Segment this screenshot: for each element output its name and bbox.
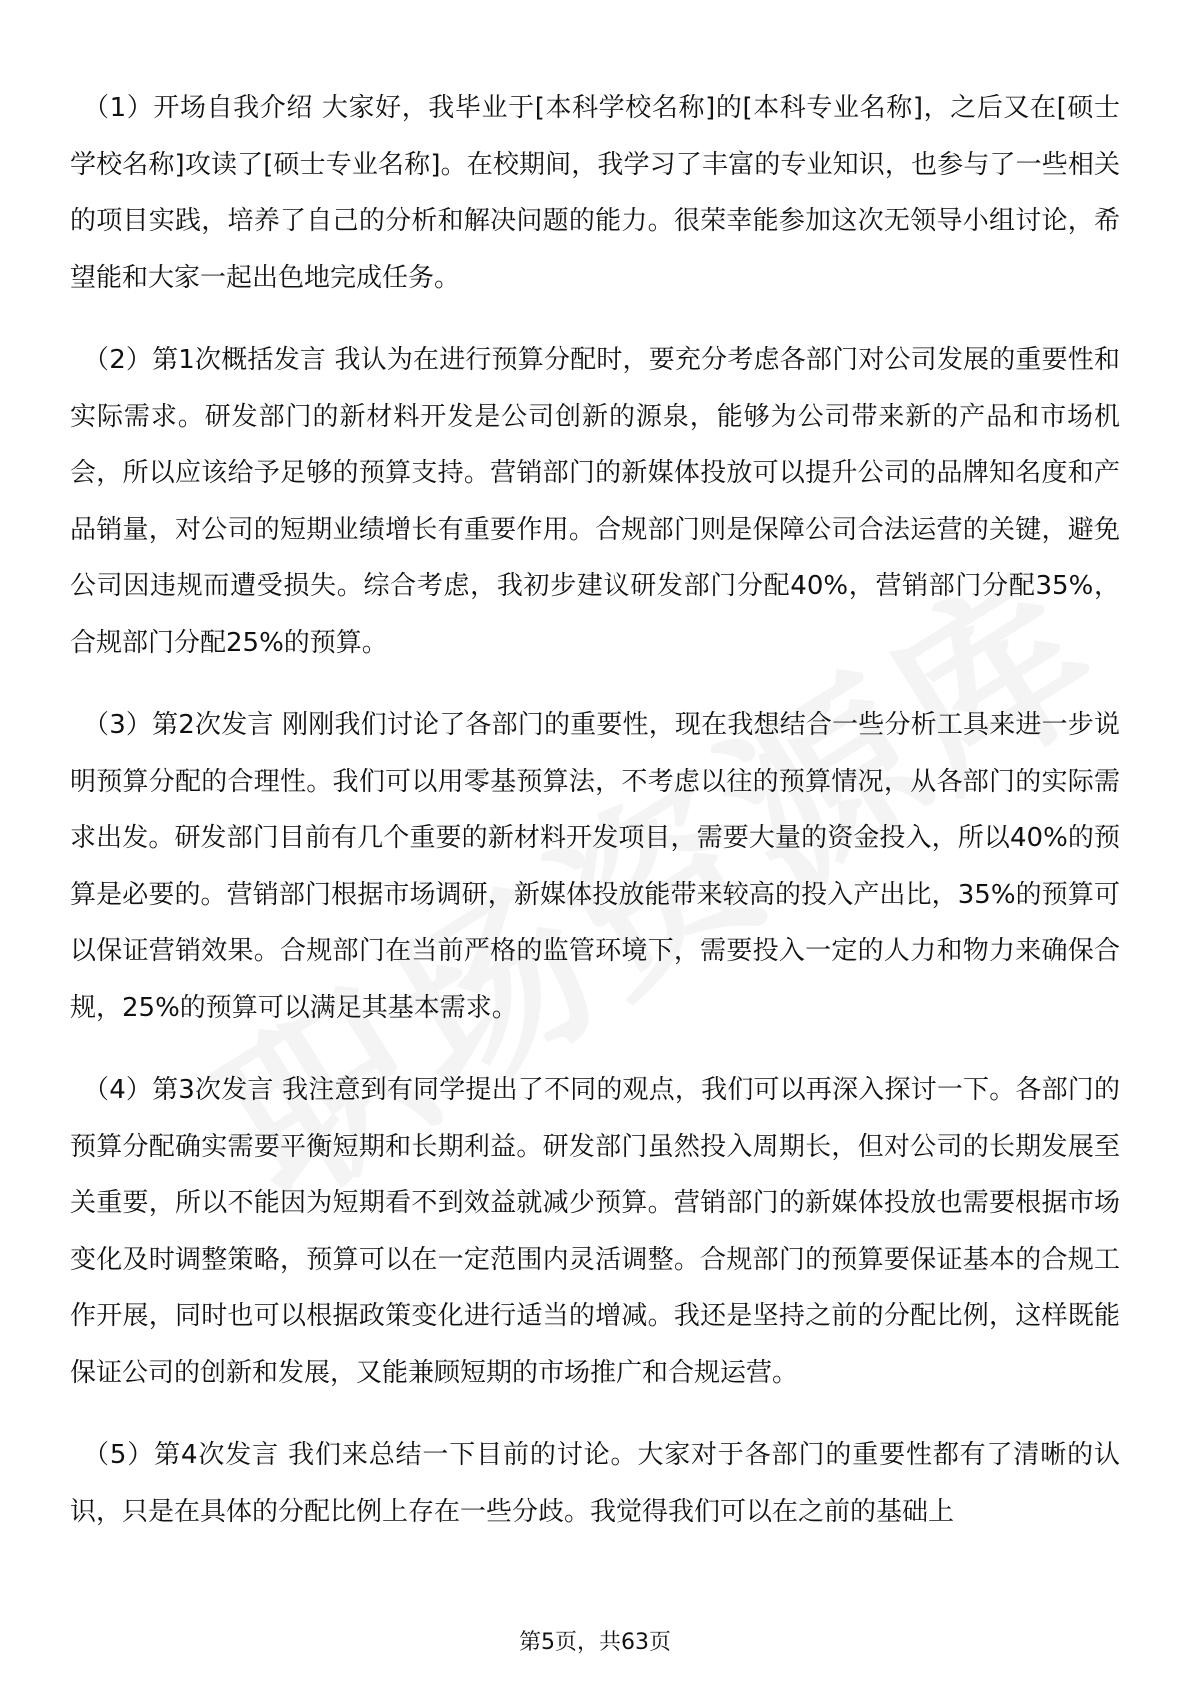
paragraph-third-speech: （4）第3次发言 我注意到有同学提出了不同的观点，我们可以再深入探讨一下。各部门的预算分配确实需要平衡短期和长期利益。研发部门虽然投入周期长，但对公司的长期发展至关重要，所以不能因为短期看不到效益就减少预算。营销部门的新媒体投放也需要根据市场变化及时调整策略，预算可以在一定范围内灵活调整。合规部门的预算要保证基本的合规工作开展，同时也可以根据政策变化进行适当的增减。我还是坚持之前的分配比例，这样既能保证公司的创新和发展，又能兼顾短期的市场推广和合规运营。 <box>70 1075 1120 1388</box>
paragraph-fourth-speech: （5）第4次发言 我们来总结一下目前的讨论。大家对于各部门的重要性都有了清晰的认识，只是在具体的分配比例上存在一些分歧。我觉得我们可以在之前的基础上 <box>70 1440 1120 1527</box>
paragraph-first-speech: （2）第1次概括发言 我认为在进行预算分配时，要充分考虑各部门对公司发展的重要性和实际需求。研发部门的新材料开发是公司创新的源泉，能够为公司带来新的产品和市场机会，所以应该给予足够的预算支持。营销部门的新媒体投放可以提升公司的品牌知名度和产品销量，对公司的短期业绩增长有重要作用。合规部门则是保障公司合法运营的关键，避免公司因违规而遭受损失。综合考虑，我初步建议研发部门分配40%，营销部门分配35%，合规部门分配25%的预算。 <box>70 345 1120 658</box>
paragraph-self-introduction: （1）开场自我介绍 大家好，我毕业于[本科学校名称]的[本科专业名称]，之后又在[硕士学校名称]攻读了[硕士专业名称]。在校期间，我学习了丰富的专业知识，也参与了一些相关的项目实践，培养了自己的分析和解决问题的能力。很荣幸能参加这次无领导小组讨论，希望能和大家一起出色地完成任务。 <box>70 93 1120 293</box>
page-number: 第5页，共63页 <box>519 1630 671 1655</box>
document-body <box>70 80 1120 1566</box>
paragraph-second-speech: （3）第2次发言 刚刚我们讨论了各部门的重要性，现在我想结合一些分析工具来进一步说明预算分配的合理性。我们可以用零基预算法，不考虑以往的预算情况，从各部门的实际需求出发。研发部门目前有几个重要的新材料开发项目，需要大量的资金投入，所以40%的预算是必要的。营销部门根据市场调研，新媒体投放能带来较高的投入产出比，35%的预算可以保证营销效果。合规部门在当前严格的监管环境下，需要投入一定的人力和物力来确保合规，25%的预算可以满足其基本需求。 <box>70 710 1120 1023</box>
